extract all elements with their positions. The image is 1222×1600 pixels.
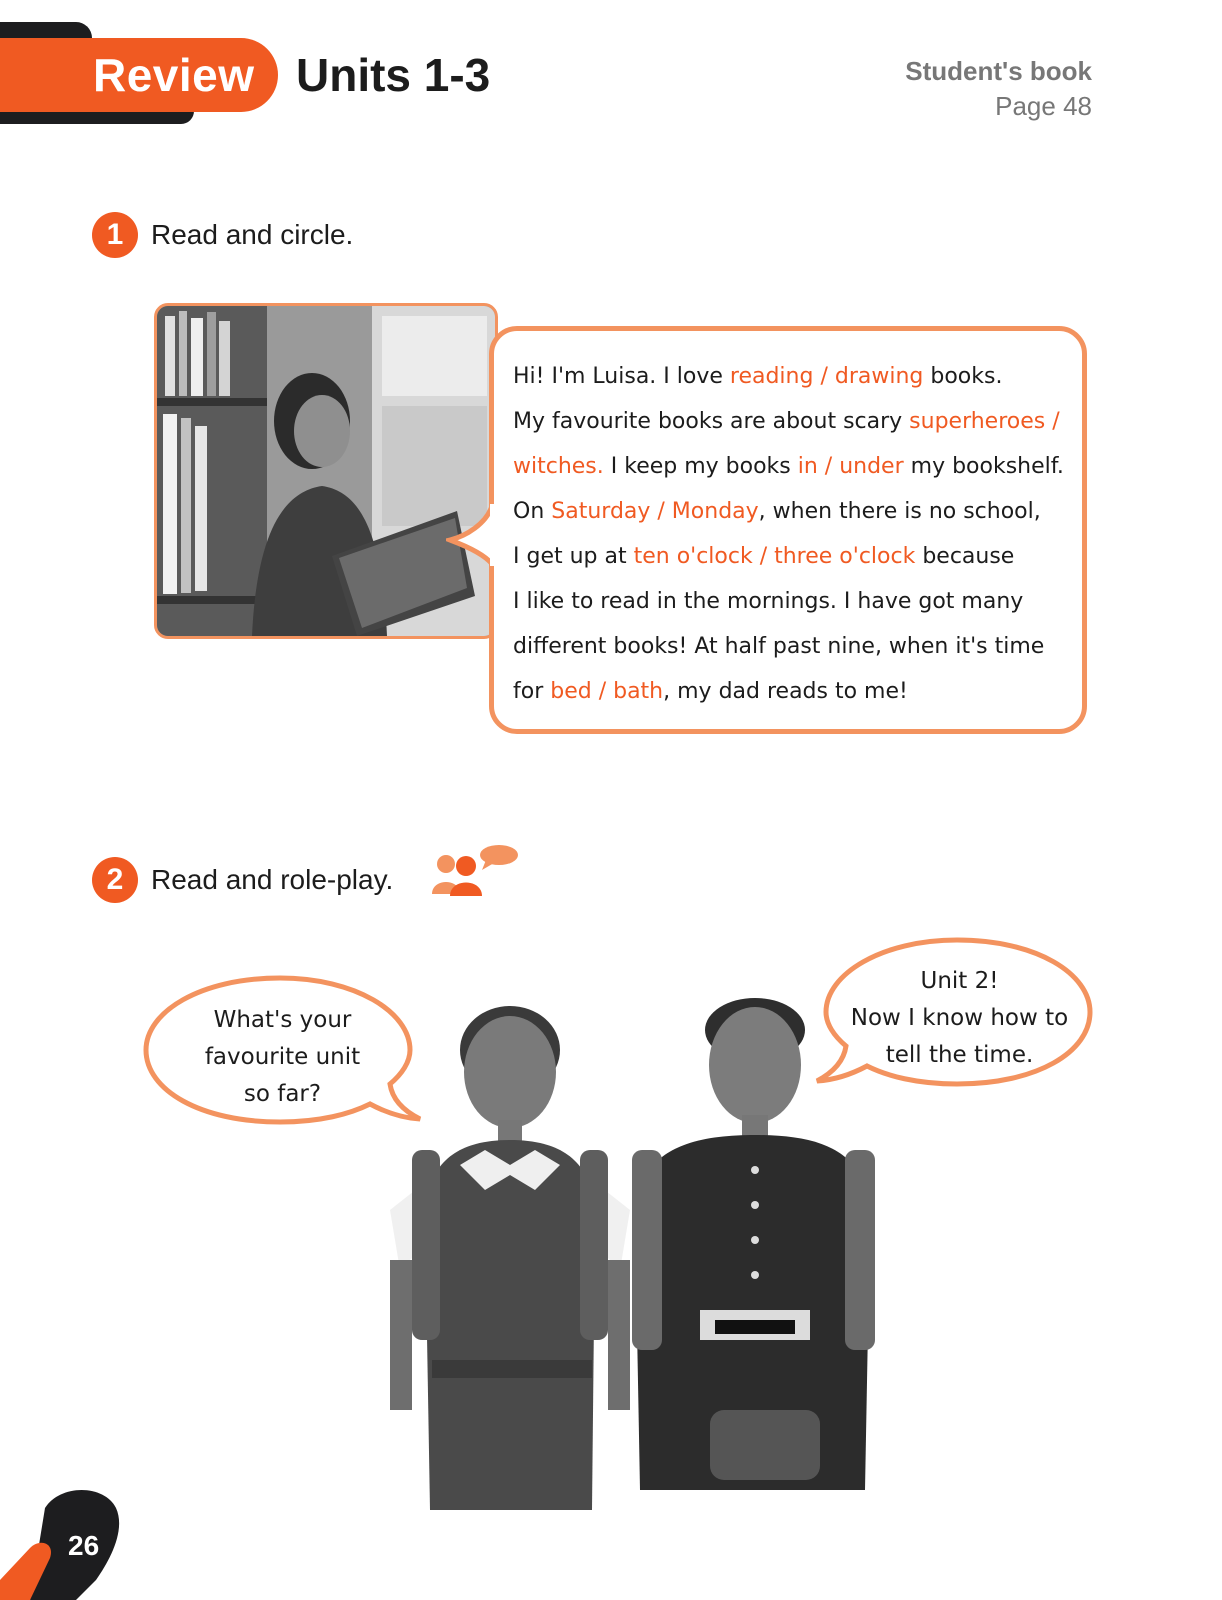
reading-passage — [513, 354, 1083, 714]
passage-line-2 — [513, 399, 1083, 444]
girl-reading-photo — [154, 303, 498, 639]
bubble-line: Now I know how to — [850, 1005, 1069, 1031]
passage-text: On — [513, 499, 552, 524]
bubble-line: Unit 2! — [920, 968, 999, 994]
page-reference: Page 48 — [995, 91, 1092, 121]
passage-text: books. — [923, 364, 1003, 389]
book-label: Student's book — [905, 56, 1092, 86]
passage-line-5 — [513, 534, 1083, 579]
passage-text: Hi! I'm Luisa. I love — [513, 364, 730, 389]
role-play-icon — [430, 844, 520, 900]
bubble-line: so far? — [243, 1081, 322, 1107]
circle-option[interactable]: superheroes / — [909, 409, 1060, 434]
bubble-line: favourite unit — [204, 1044, 361, 1070]
review-label: Review — [93, 49, 255, 101]
passage-line-8 — [513, 669, 1083, 714]
circle-option[interactable]: witches. — [513, 454, 604, 479]
passage-text: I keep my books — [603, 454, 798, 479]
passage-text: , my dad reads to me! — [663, 679, 908, 704]
passage-text: because — [915, 544, 1015, 569]
passage-text: for — [513, 679, 551, 704]
passage-text: I get up at — [513, 544, 634, 569]
children-photo — [370, 990, 900, 1510]
passage-line-6: I like to read in the mornings. I have got many — [513, 589, 1024, 614]
circle-option[interactable]: bed / bath — [550, 679, 664, 704]
speech-pointer — [446, 504, 496, 566]
page-number-badge — [0, 1488, 130, 1600]
passage-line-4 — [513, 489, 1083, 534]
bubble-left-text — [170, 1002, 395, 1113]
passage-text: my bookshelf. — [903, 454, 1064, 479]
passage-text: My favourite books are about scary — [513, 409, 910, 434]
bubble-line: tell the time. — [885, 1042, 1034, 1068]
exercise-1-instruction: Read and circle. — [151, 219, 354, 250]
circle-option[interactable]: ten o'clock / three o'clock — [633, 544, 916, 569]
passage-line-7: different books! At half past nine, when it's time — [513, 634, 1045, 659]
exercise-2-number: 2 — [92, 857, 138, 903]
exercise-1-number: 1 — [92, 212, 138, 258]
exercise-2-instruction: Read and role-play. — [151, 864, 394, 895]
passage-line-3 — [513, 444, 1083, 489]
circle-option[interactable]: in / under — [797, 454, 904, 479]
passage-line-1 — [513, 354, 1083, 399]
circle-option[interactable]: reading / drawing — [729, 364, 924, 389]
page-number: 26 — [68, 1530, 100, 1561]
page-title: Units 1-3 — [296, 49, 491, 101]
circle-option[interactable]: Saturday / Monday — [551, 499, 759, 524]
bubble-line: What's your — [213, 1007, 352, 1033]
passage-text: , when there is no school, — [758, 499, 1041, 524]
